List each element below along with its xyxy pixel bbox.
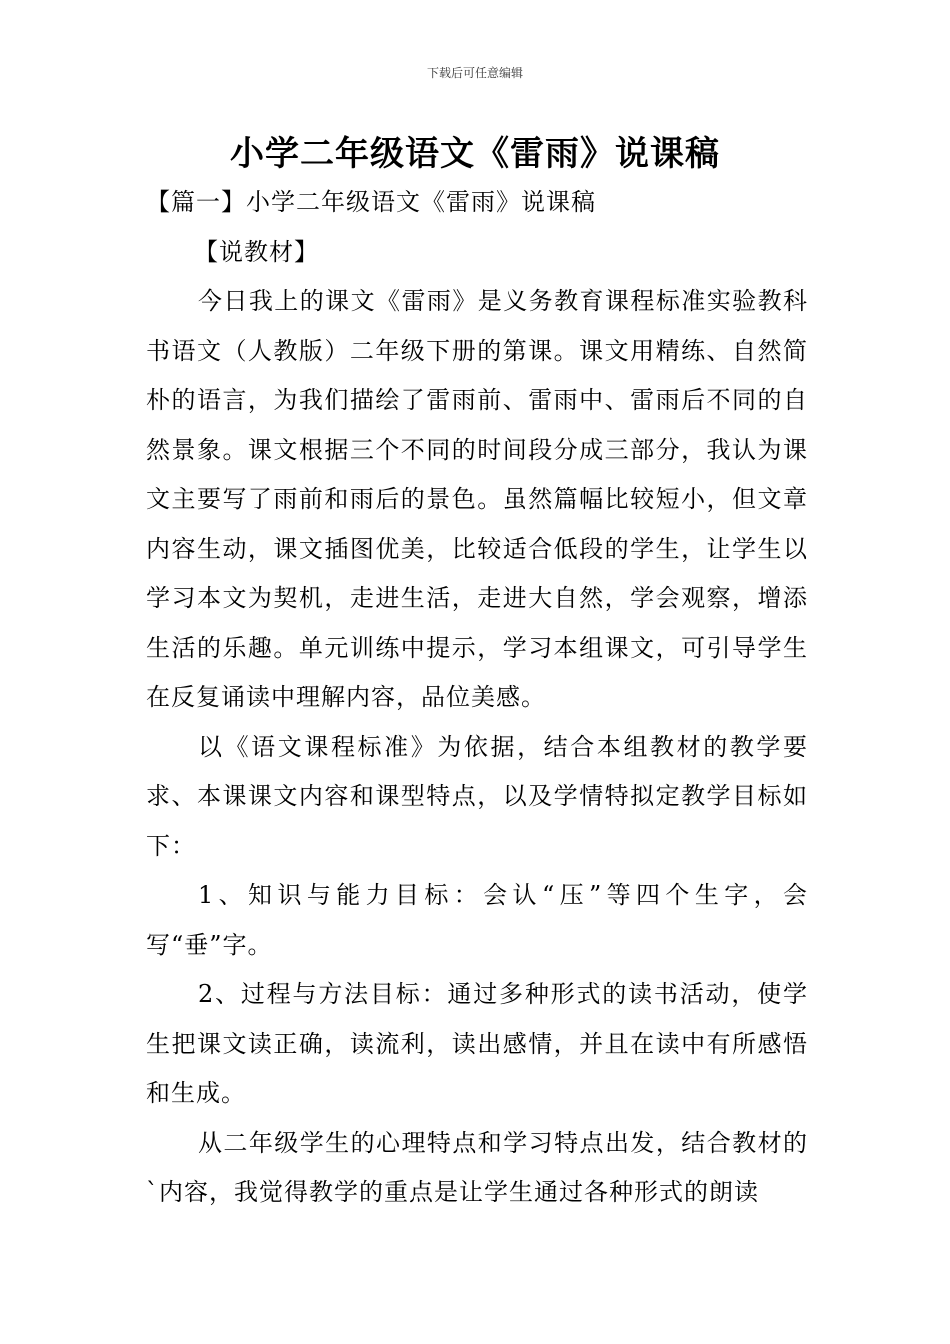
- paragraph: 今日我上的课文《雷雨》是义务教育课程标准实验教科书语文（人教版）二年级下册的第课。课文用精练、自然简朴的语言，为我们描绘了雷雨前、雷雨中、雷雨后不同的自然景象。课文根据三个不同的时间段分成三部分，我认为课文主要写了雨前和雨后的景色。虽然篇幅比较短小，但文章内容生动，课文插图优美，比较适合低段的学生，让学生以学习本文为契机，走进生活，走进大自然，学会观察，增添生活的乐趣。单元训练中提示，学习本组课文，可引导学生在反复诵读中理解内容，品位美感。: [146, 287, 808, 711]
- document-body: [146, 178, 808, 1218]
- goal-item: 1、知识与能力目标：会认“压”等四个生字，会写“垂”字。: [146, 881, 808, 959]
- sub-heading: 【说教材】: [194, 237, 319, 266]
- document-title: 小学二年级语文《雷雨》说课稿: [230, 134, 720, 174]
- paragraph: 以《语文课程标准》为依据，结合本组教材的教学要求、本课课文内容和课型特点，以及学情特拟定教学目标如下：: [146, 732, 808, 860]
- header-note: 下载后可任意编辑: [426, 66, 523, 80]
- paragraph: 从二年级学生的心理特点和学习特点出发，结合教材的`内容，我觉得教学的重点是让学生通过各种形式的朗读: [146, 1128, 808, 1206]
- section-heading: 【篇一】小学二年级语文《雷雨》说课稿: [146, 188, 596, 216]
- goal-item: 2、过程与方法目标：通过多种形式的读书活动，使学生把课文读正确，读流利，读出感情，并且在读中有所感悟和生成。: [146, 980, 808, 1107]
